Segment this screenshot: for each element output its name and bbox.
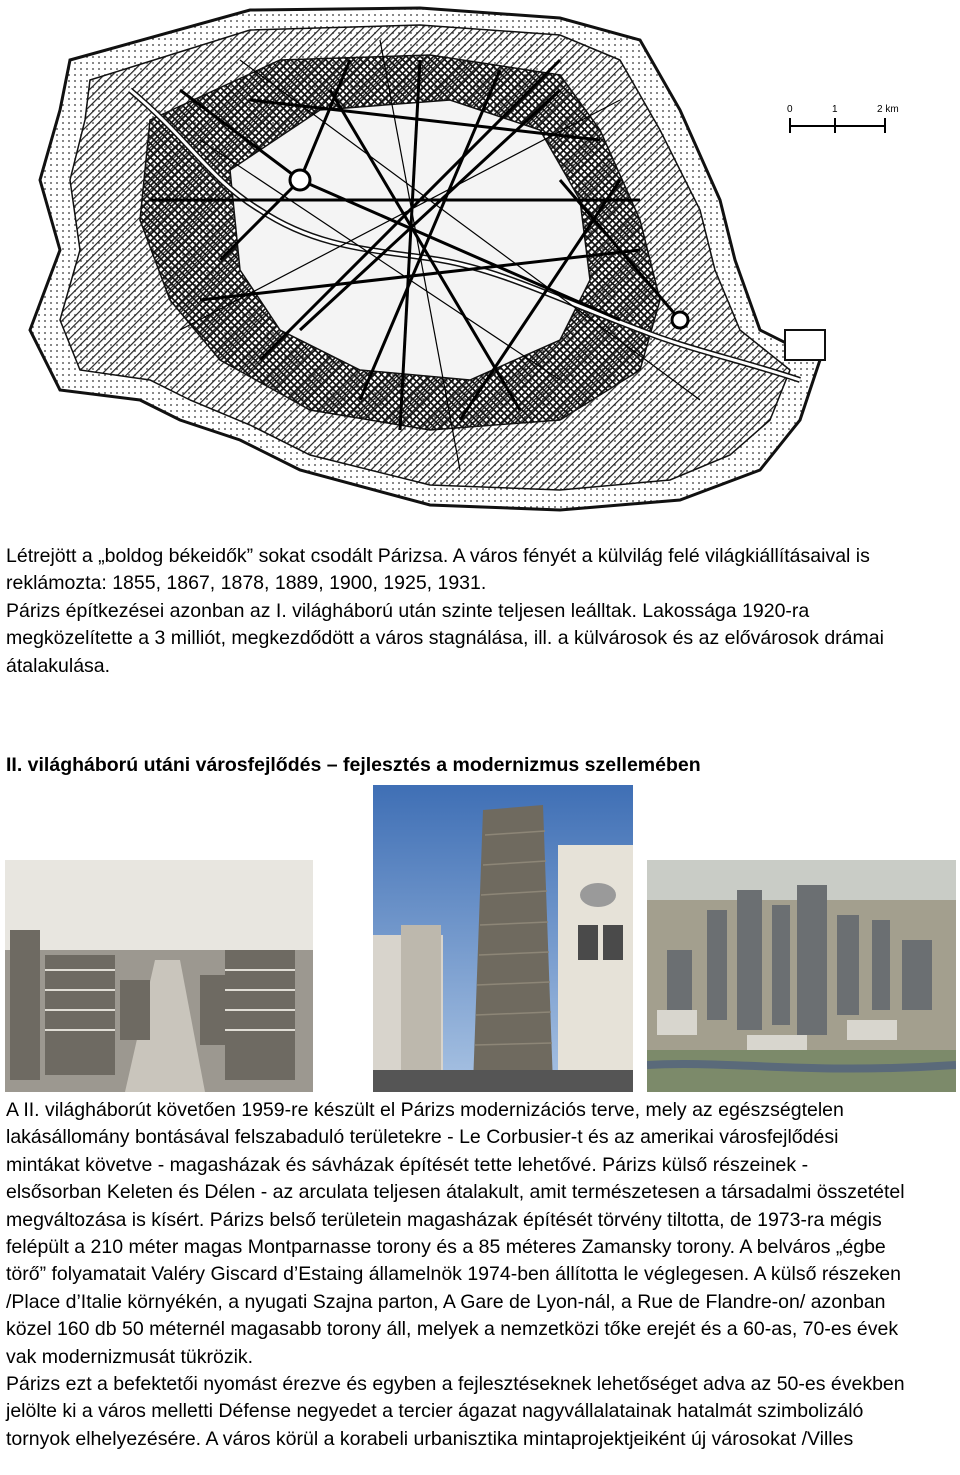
scale-label-0: 0 [787, 104, 793, 115]
intro-line: Párizs építkezései azonban az I. világháború után szinte teljesen leálltak. Lakossága 1920-ra [6, 599, 810, 622]
body-line: A II. világháborút követően 1959-re készült el Párizs modernizációs terve, mely az egészségtelen [6, 1099, 844, 1121]
scale-label-2: 2 km [877, 104, 899, 115]
body-line: lakásállomány bontásával felszabaduló területekre - Le Corbusier-t és az amerikai városfejlődési [6, 1126, 839, 1149]
scale-label-1: 1 [832, 104, 838, 115]
body-line: jelölte ki a város melletti Défense negyedet a tercier ágazat nagyvállalatainak hatalmát szimbolizáló [6, 1400, 864, 1423]
body-line: /Place d’Italie környékén, a nyugati Szajna parton, A Gare de Lyon-nál, a Rue de Flandre-on/ azonban [6, 1290, 886, 1313]
map-scale-bar [785, 98, 905, 138]
body-line: tornyok elhelyezésére. A város körül a korabeli urbanisztika mintaprojektjeiként új városokat /Villes [6, 1427, 854, 1450]
intro-line: reklámozta: 1855, 1867, 1878, 1889, 1900, 1925, 1931. [6, 572, 487, 595]
body-line: közel 160 db 50 méternél magasabb torony áll, melyek a nemzetközi tőke erejét és a 60-as, 70-es évek [6, 1318, 899, 1341]
body-line: mintákat követve - magasházak és sávházak építését tette lehetővé. Párizs külső részeinek - [6, 1153, 809, 1176]
body-line: megváltozása is kísért. Párizs belső területein magasházak építését törvény tiltotta, de 1973-ra mégis [6, 1208, 882, 1231]
body-line: elsősorban Keleten és Délen - az arculata teljesen átalakult, amit természetesen a társadalmi összetétel [6, 1181, 905, 1204]
section-heading: II. világháború utáni városfejlődés – fejlesztés a modernizmus szellemében [6, 754, 701, 776]
intro-line: átalakulása. [6, 654, 111, 677]
body-line: felépült a 210 méter magas Montparnasse torony és a 85 méteres Zamansky torony. A belváros „égbe [6, 1236, 886, 1259]
intro-line: Létrejött a „boldog békeidők” sokat csodált Párizsa. A város fényét a külvilág felé világkiállításaival is [6, 545, 870, 567]
body-line: törő” folyamatait Valéry Giscard d’Estaing államelnök 1974-ben állította le véglegesen. A külső részeken [6, 1263, 901, 1286]
intro-line: megközelítette a 3 milliót, megkezdődött a város stagnálása, ill. a külvárosok és az elővárosok drámai [6, 627, 884, 650]
photo-montparnasse-tower [373, 785, 633, 1092]
body-paragraphs [6, 1097, 954, 1453]
body-line: Párizs ezt a befektetői nyomást érezve és egyben a fejlesztéseknek lehetőséget adva az 50-es években [6, 1373, 905, 1396]
paris-city-plan-map [0, 0, 960, 530]
photo-la-defense-aerial [647, 860, 956, 1092]
body-line: vak modernizmusát tükrözik. [6, 1345, 254, 1368]
photo-housing-blocks [5, 860, 313, 1092]
intro-paragraph [6, 543, 954, 680]
